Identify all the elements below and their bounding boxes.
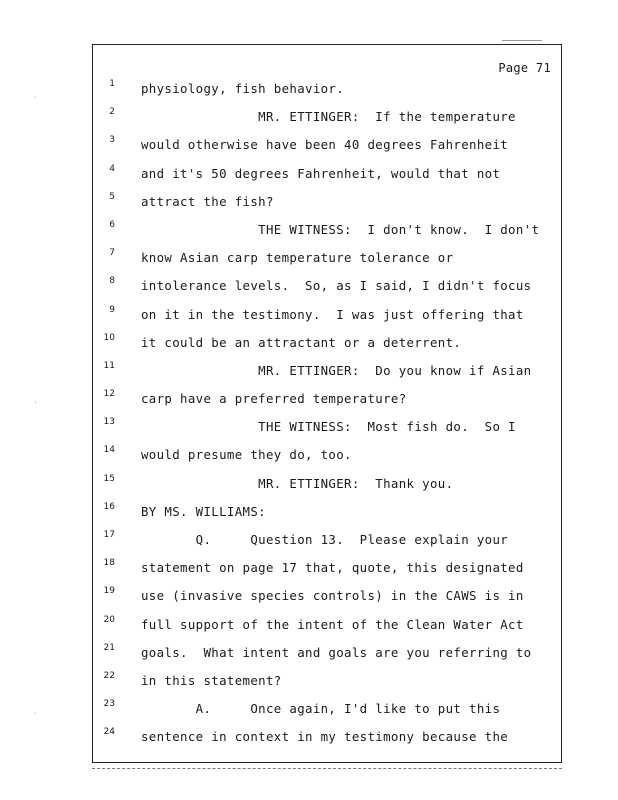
line-text: in this statement?	[141, 672, 282, 688]
transcript-line	[93, 639, 561, 667]
line-number: 14	[103, 445, 115, 456]
line-number: 6	[109, 219, 115, 230]
line-text: use (invasive species controls) in the CAWS is in	[141, 588, 524, 604]
line-text: carp have a preferred temperature?	[141, 391, 407, 407]
transcript-line	[93, 413, 561, 441]
line-text: intolerance levels. So, as I said, I didn't focus	[141, 278, 532, 294]
transcript-lines	[93, 75, 561, 752]
line-text: attract the fish?	[141, 193, 274, 209]
transcript-line	[93, 75, 561, 103]
line-number: 4	[109, 163, 115, 174]
line-text: know Asian carp temperature tolerance or	[141, 250, 454, 266]
line-number: 24	[103, 727, 115, 738]
line-text: statement on page 17 that, quote, this designated	[141, 560, 524, 576]
line-text: MR. ETTINGER: Thank you.	[141, 475, 454, 491]
line-text: MR. ETTINGER: If the temperature	[141, 109, 516, 125]
line-number: 3	[109, 135, 115, 146]
line-number: 23	[103, 699, 115, 710]
line-number: 17	[103, 530, 115, 540]
transcript-line	[93, 357, 561, 385]
line-number: 10	[103, 332, 115, 343]
line-text: sentence in context in my testimony because the	[141, 729, 509, 745]
line-number: 19	[103, 586, 115, 597]
line-text: THE WITNESS: Most fish do. So I	[141, 419, 516, 435]
transcript-line	[93, 160, 561, 188]
transcript-line	[93, 272, 561, 300]
transcript-line	[93, 470, 561, 498]
line-number: 22	[103, 670, 115, 681]
line-number: 8	[109, 276, 115, 287]
line-number: 2	[109, 107, 115, 118]
line-number: 7	[109, 248, 115, 259]
line-number: 16	[103, 501, 115, 512]
line-number: 5	[109, 191, 115, 202]
transcript-line	[93, 188, 561, 216]
bottom-rule	[92, 768, 562, 769]
margin-mark: ·	[34, 398, 37, 408]
line-number: 9	[109, 304, 115, 315]
line-number: 18	[103, 558, 115, 569]
line-text: full support of the intent of the Clean Water Act	[141, 616, 524, 632]
transcript-line	[93, 244, 561, 272]
margin-mark: ′	[34, 96, 37, 106]
line-text: THE WITNESS: I don't know. I don't	[141, 221, 540, 237]
margin-mark: ′	[34, 712, 37, 722]
page-number: Page 71	[498, 61, 551, 75]
line-text: BY MS. WILLIAMS:	[141, 503, 266, 519]
line-text: and it's 50 degrees Fahrenheit, would that not	[141, 165, 501, 181]
line-text: would otherwise have been 40 degrees Fahrenheit	[141, 137, 509, 153]
transcript-line	[93, 695, 561, 723]
transcript-line	[93, 526, 561, 554]
line-text: goals. What intent and goals are you referring to	[141, 644, 532, 660]
line-number: 15	[103, 473, 115, 484]
line-text: would presume they do, too.	[141, 447, 352, 463]
transcript-line	[93, 667, 561, 695]
line-number: 11	[103, 360, 115, 371]
transcript-line	[93, 301, 561, 329]
transcript-line	[93, 103, 561, 131]
transcript-line	[93, 582, 561, 610]
transcript-line	[93, 723, 561, 751]
transcript-line	[93, 554, 561, 582]
line-number: 12	[103, 389, 115, 400]
line-number: 21	[103, 642, 115, 653]
transcript-line	[93, 611, 561, 639]
transcript-line	[93, 441, 561, 469]
transcript-page	[92, 44, 562, 763]
line-number: 1	[109, 79, 115, 89]
transcript-line	[93, 385, 561, 413]
top-edge-tick	[502, 40, 542, 41]
transcript-line	[93, 498, 561, 526]
line-number: 20	[103, 614, 115, 625]
line-text: it could be an attractant or a deterrent.	[141, 334, 462, 350]
line-text: on it in the testimony. I was just offering that	[141, 306, 524, 322]
transcript-line	[93, 329, 561, 357]
line-text: physiology, fish behavior.	[141, 81, 345, 96]
line-text: A. Once again, I'd like to put this	[141, 701, 501, 717]
transcript-line	[93, 216, 561, 244]
line-number: 13	[103, 417, 115, 428]
transcript-line	[93, 131, 561, 159]
line-text: Q. Question 13. Please explain your	[141, 532, 509, 547]
line-text: MR. ETTINGER: Do you know if Asian	[141, 362, 532, 378]
